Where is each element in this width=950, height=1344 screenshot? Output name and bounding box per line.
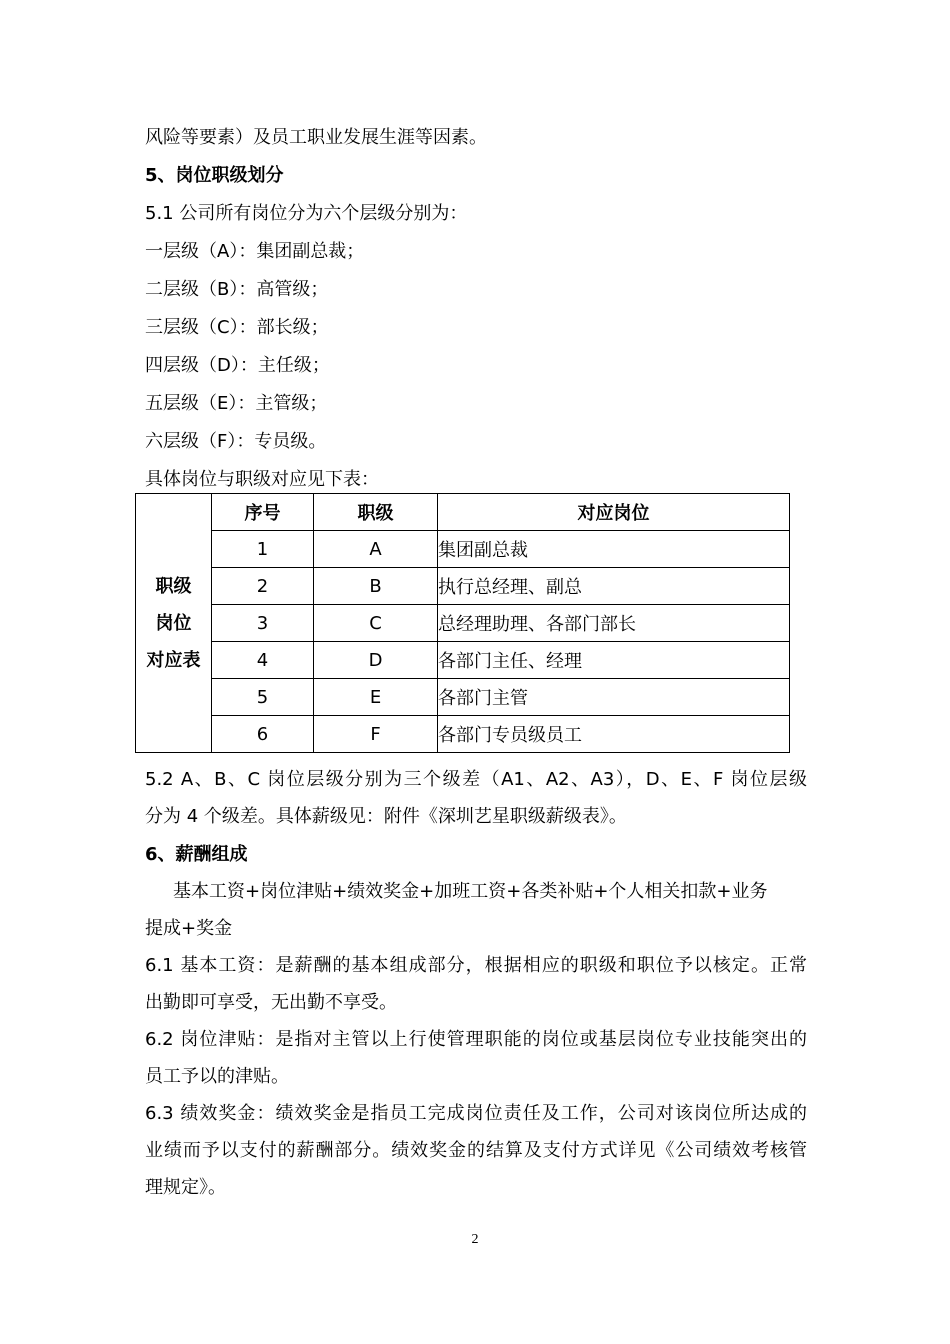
cell-position: 集团副总裁 bbox=[438, 531, 790, 568]
column-header-grade: 职级 bbox=[314, 494, 438, 531]
table-row bbox=[136, 605, 790, 642]
table-header-row bbox=[136, 494, 790, 531]
paragraph-6-3-cont: 业绩而予以支付的薪酬部分。绩效奖金的结算及支付方式详见《公司绩效考核管 bbox=[145, 1140, 807, 1161]
level-c: 三层级（C）：部长级； bbox=[145, 317, 329, 338]
cell-number: 1 bbox=[212, 531, 314, 568]
table-row bbox=[136, 642, 790, 679]
table-row bbox=[136, 679, 790, 716]
cell-number: 6 bbox=[212, 716, 314, 753]
paragraph-6-1: 6.1 基本工资：是薪酬的基本组成部分，根据相应的职级和职位予以核定。正常 bbox=[145, 955, 807, 976]
column-header-position: 对应岗位 bbox=[438, 494, 790, 531]
column-header-number: 序号 bbox=[212, 494, 314, 531]
cell-grade: B bbox=[314, 568, 438, 605]
section-heading-6: 6、薪酬组成 bbox=[145, 844, 248, 865]
side-label-line: 对应表 bbox=[146, 649, 201, 671]
salary-formula-cont: 提成+奖金 bbox=[145, 918, 233, 939]
level-b: 二层级（B）：高管级； bbox=[145, 279, 329, 300]
paragraph-6-2-cont: 员工予以的津贴。 bbox=[145, 1066, 289, 1087]
level-a: 一层级（A）：集团副总裁； bbox=[145, 241, 365, 262]
paragraph-6-2: 6.2 岗位津贴：是指对主管以上行使管理职能的岗位或基层岗位专业技能突出的 bbox=[145, 1029, 807, 1050]
side-label-line: 职级 bbox=[155, 575, 192, 597]
level-f: 六层级（F）：专员级。 bbox=[145, 431, 327, 452]
cell-position: 执行总经理、副总 bbox=[438, 568, 790, 605]
cell-position: 各部门专员级员工 bbox=[438, 716, 790, 753]
cell-grade: E bbox=[314, 679, 438, 716]
paragraph-5-2-cont: 分为 4 个级差。具体薪级见：附件《深圳艺星职级薪级表》。 bbox=[145, 806, 627, 827]
cell-number: 2 bbox=[212, 568, 314, 605]
table-row bbox=[136, 568, 790, 605]
paragraph-6-3-end: 理规定》。 bbox=[145, 1177, 226, 1198]
table-row bbox=[136, 716, 790, 753]
page-number: 2 bbox=[471, 1232, 479, 1247]
grade-position-table bbox=[135, 493, 790, 753]
cell-grade: D bbox=[314, 642, 438, 679]
paragraph-5-2: 5.2 A、B、C 岗位层级分别为三个级差（A1、A2、A3），D、E、F 岗位层级 bbox=[145, 769, 807, 790]
cell-position: 各部门主任、经理 bbox=[438, 642, 790, 679]
table-side-label bbox=[136, 494, 212, 753]
cell-grade: F bbox=[314, 716, 438, 753]
paragraph: 风险等要素）及员工职业发展生涯等因素。 bbox=[145, 127, 487, 148]
side-label-line: 岗位 bbox=[155, 612, 192, 634]
cell-grade: C bbox=[314, 605, 438, 642]
cell-number: 3 bbox=[212, 605, 314, 642]
table-row bbox=[136, 531, 790, 568]
cell-position: 总经理助理、各部门部长 bbox=[438, 605, 790, 642]
paragraph-6-1-cont: 出勤即可享受，无出勤不享受。 bbox=[145, 992, 397, 1013]
paragraph-6-3: 6.3 绩效奖金：绩效奖金是指员工完成岗位责任及工作，公司对该岗位所达成的 bbox=[145, 1103, 807, 1124]
cell-number: 4 bbox=[212, 642, 314, 679]
paragraph-5-1: 5.1 公司所有岗位分为六个层级分别为： bbox=[145, 203, 468, 224]
level-e: 五层级（E）：主管级； bbox=[145, 393, 328, 414]
table-intro: 具体岗位与职级对应见下表： bbox=[145, 469, 379, 490]
cell-number: 5 bbox=[212, 679, 314, 716]
cell-position: 各部门主管 bbox=[438, 679, 790, 716]
section-heading-5: 5、岗位职级划分 bbox=[145, 165, 284, 186]
salary-formula: 基本工资+岗位津贴+绩效奖金+加班工资+各类补贴+个人相关扣款+业务 bbox=[173, 881, 768, 902]
cell-grade: A bbox=[314, 531, 438, 568]
level-d: 四层级（D）：主任级； bbox=[145, 355, 330, 376]
